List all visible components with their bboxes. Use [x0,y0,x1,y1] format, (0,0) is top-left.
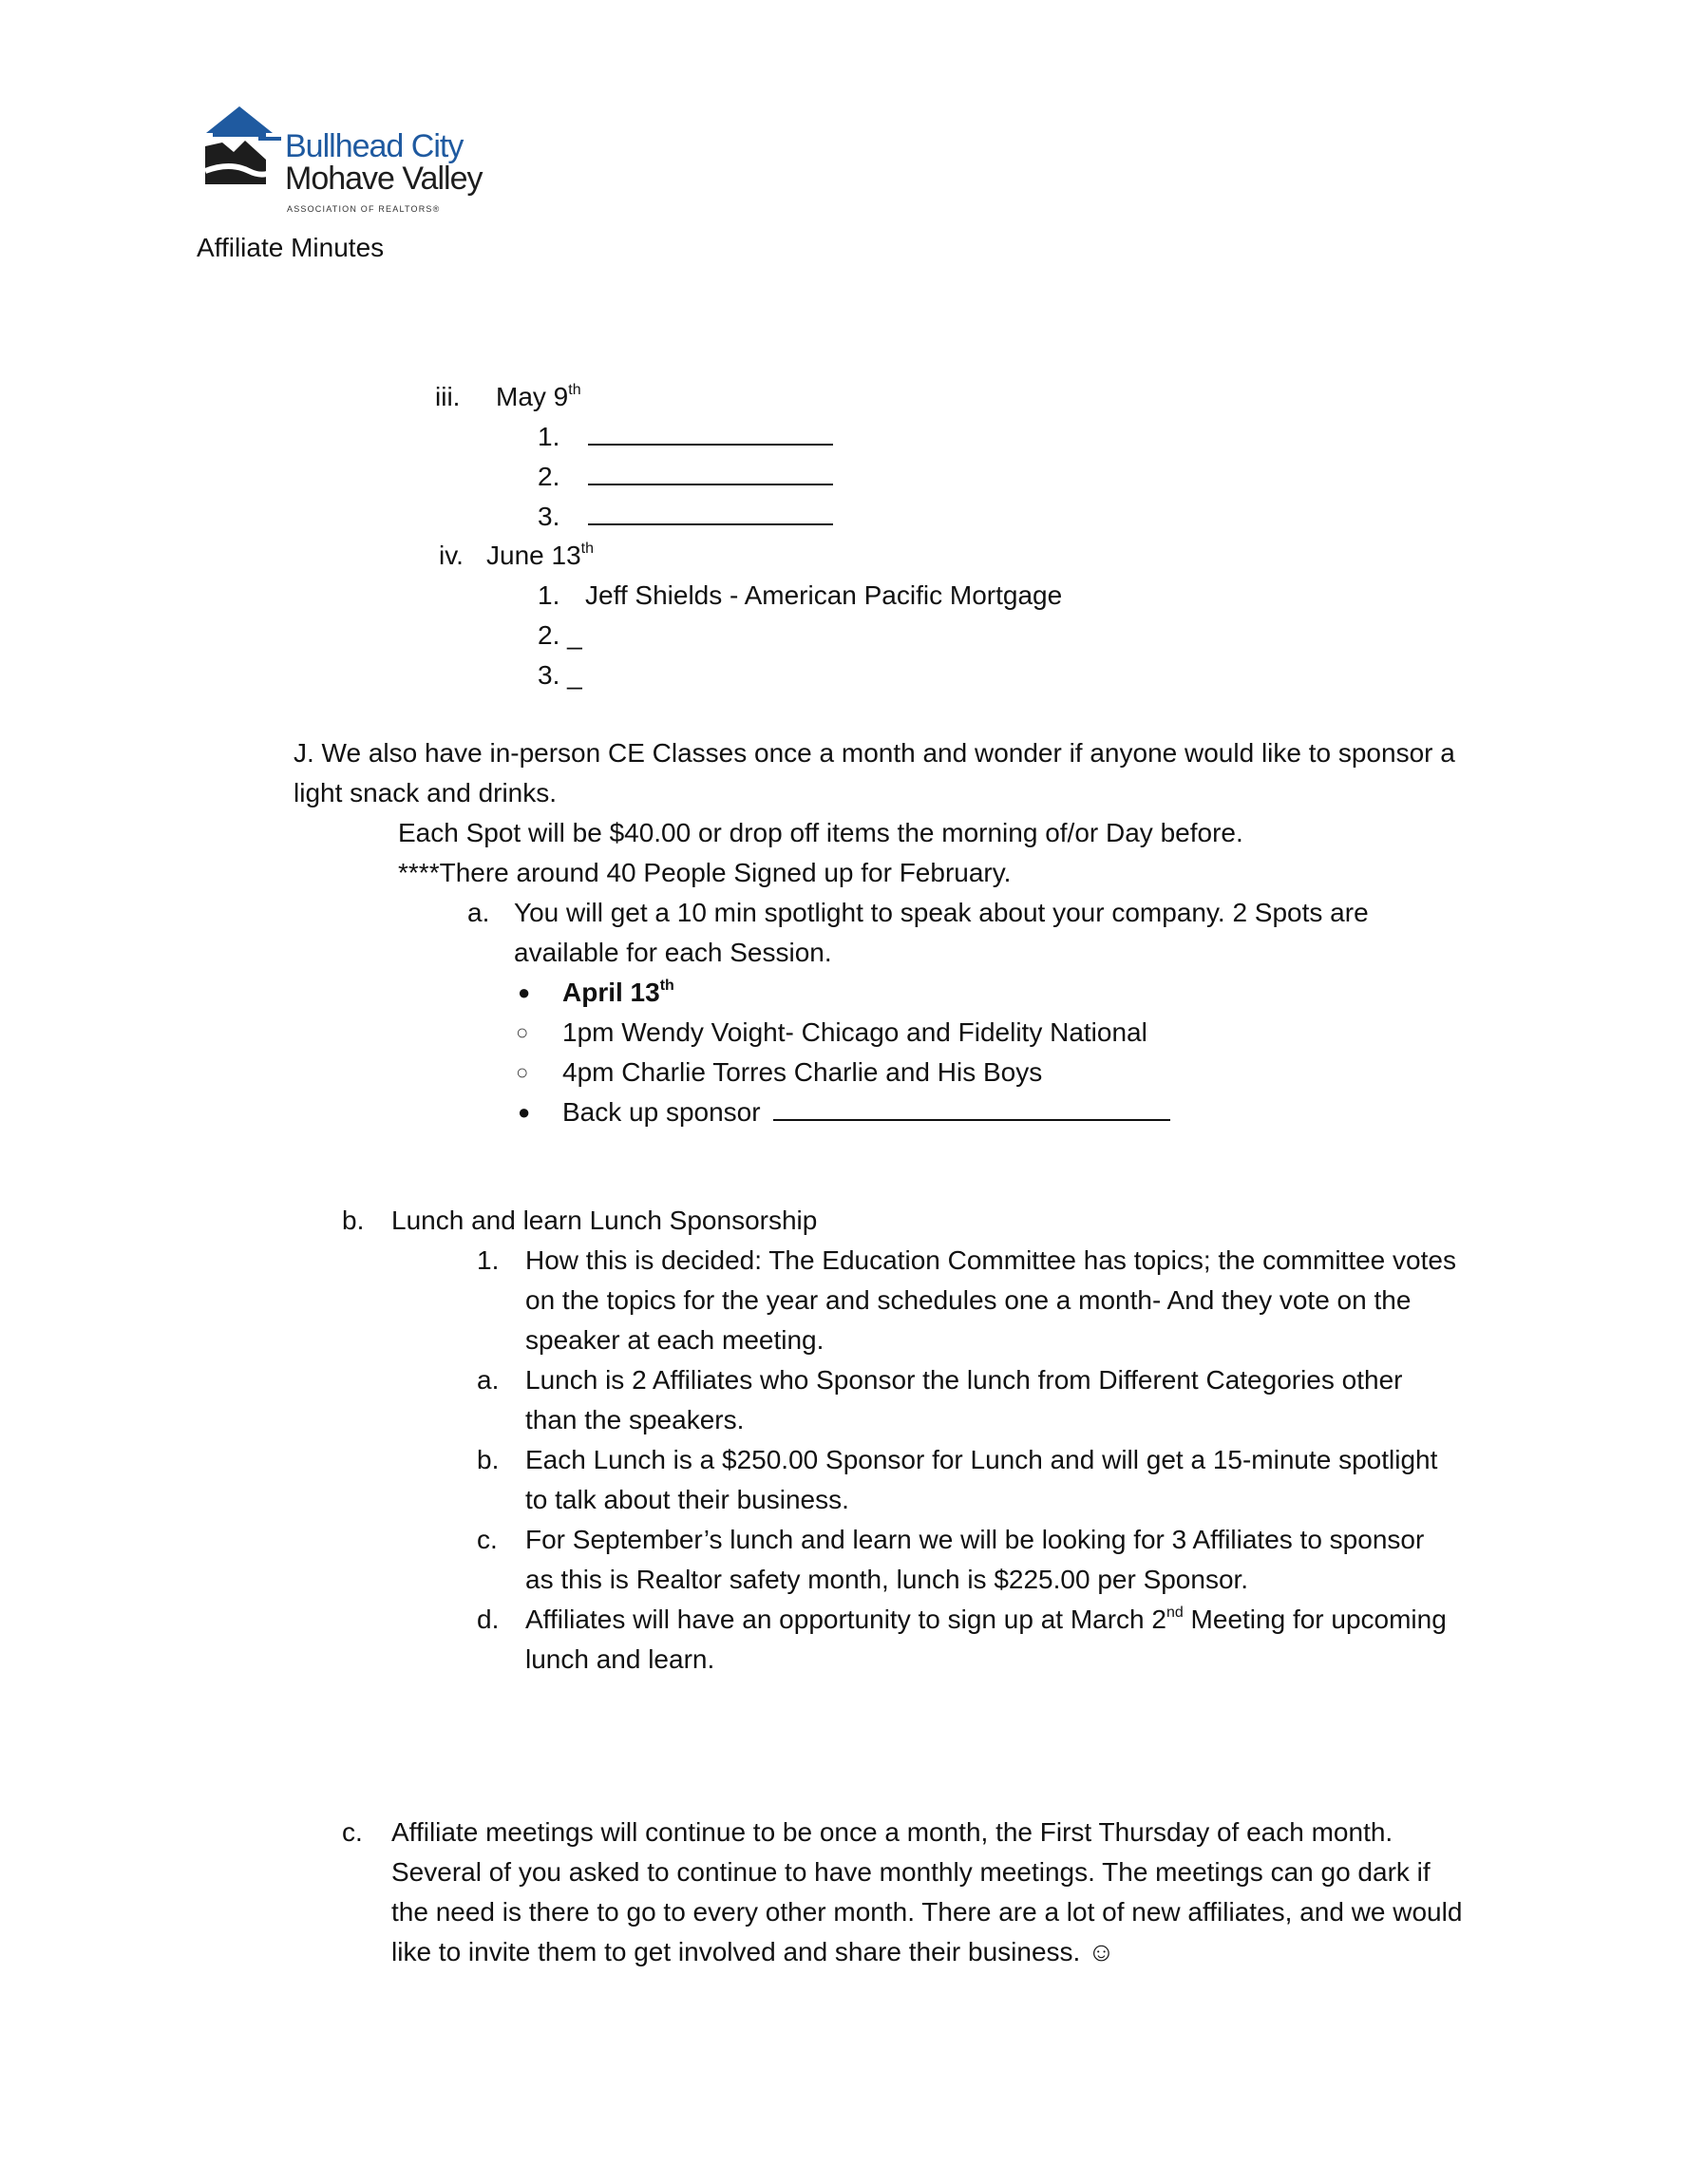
item-number: 3. [538,502,560,531]
d-text-pre: Affiliates will have an opportunity to sign up at March 2 [525,1605,1166,1634]
section-j-paragraph: J. We also have in-person CE Classes once a month and wonder if anyone would like to sponsor a light snack and drinks. [294,738,1455,807]
list-marker: c. [477,1525,498,1554]
list-item: How this is decided: The Education Committee has topics; the committee votes on the topics for the year and schedules one a month- And they vote on the speaker at each meeting. [525,1245,1456,1355]
list-marker: iii. [435,382,461,411]
june-heading [486,536,594,576]
fill-in-blank[interactable] [588,419,833,446]
sponsor-slot-1pm: 1pm Wendy Voight- Chicago and Fidelity National [562,1017,1147,1047]
list-marker: 1. [477,1245,500,1275]
list-marker: b. [342,1206,365,1235]
logo-line-3: ASSOCIATION OF REALTORS® [287,204,441,214]
item-number: 1. [538,422,560,451]
list-marker: a. [467,898,490,927]
logo-line-2: Mohave Valley [285,161,483,197]
item-number: 1. [538,580,560,610]
d-text-post: Meeting for upcoming lunch and learn. [525,1605,1447,1674]
april-heading [562,973,674,1013]
section-b-title: Lunch and learn Lunch Sponsorship [391,1206,818,1235]
list-marker: d. [477,1605,500,1634]
backup-sponsor-blank[interactable] [773,1094,1170,1121]
list-item: Lunch is 2 Affiliates who Sponsor the lunch from Different Categories other than the speakers. [525,1365,1403,1434]
list-item: 2. _ [538,620,582,650]
list-item [538,497,833,537]
list-item: Jeff Shields - American Pacific Mortgage [585,580,1063,610]
april-sup: th [659,978,674,994]
d-sup: nd [1166,1605,1184,1621]
list-item: For September’s lunch and learn we will be looking for 3 Affiliates to sponsor as this is Realtor safety month, lunch is $225.00 per Sponsor. [525,1525,1425,1594]
fill-in-blank[interactable] [588,459,833,485]
list-marker: c. [342,1817,363,1847]
list-marker: b. [477,1445,500,1474]
list-item: Each Lunch is a $250.00 Sponsor for Lunch and will get a 15-minute spotlight to talk about their business. [525,1445,1438,1514]
sponsor-slot-4pm: 4pm Charlie Torres Charlie and His Boys [562,1057,1043,1087]
may-sup: th [568,382,581,398]
list-item [525,1600,1456,1680]
june-label: June 13 [486,541,581,570]
list-item [538,457,833,497]
circle-bullet-icon: ○ [516,1060,529,1084]
bullet-icon: ● [518,980,531,1004]
section-c-paragraph: Affiliate meetings will continue to be once a month, the First Thursday of each month. Several of you asked to continue to have monthly meetings. The meetings can go dark if the need is there to go to every other month. There are a lot of new affiliates, and we would like to invite them to get involved and share their business. ☺ [391,1817,1463,1966]
spotlight-text: You will get a 10 min spotlight to speak about your company. 2 Spots are available for each Session. [514,898,1369,967]
april-label: April 13 [562,978,660,1007]
list-item: 3. _ [538,660,582,690]
list-marker: iv. [439,541,464,570]
spot-price-text: Each Spot will be $40.00 or drop off items the morning of/or Day before. [398,818,1243,847]
june-sup: th [580,541,594,557]
logo-line-1: Bullhead City [285,128,464,164]
backup-label: Back up sponsor [562,1097,761,1127]
fill-in-blank[interactable] [588,499,833,525]
bullet-icon: ● [518,1100,531,1124]
house-mountain-logo-icon [201,104,287,190]
document-title: Affiliate Minutes [197,233,385,262]
list-marker: a. [477,1365,500,1395]
signed-up-text: ****There around 40 People Signed up for February. [398,858,1012,887]
may-label: May 9 [496,382,569,411]
may-heading [496,377,581,417]
backup-sponsor-line [562,1092,1170,1132]
item-number: 2. [538,462,560,491]
list-item [538,417,833,457]
circle-bullet-icon: ○ [516,1020,529,1044]
